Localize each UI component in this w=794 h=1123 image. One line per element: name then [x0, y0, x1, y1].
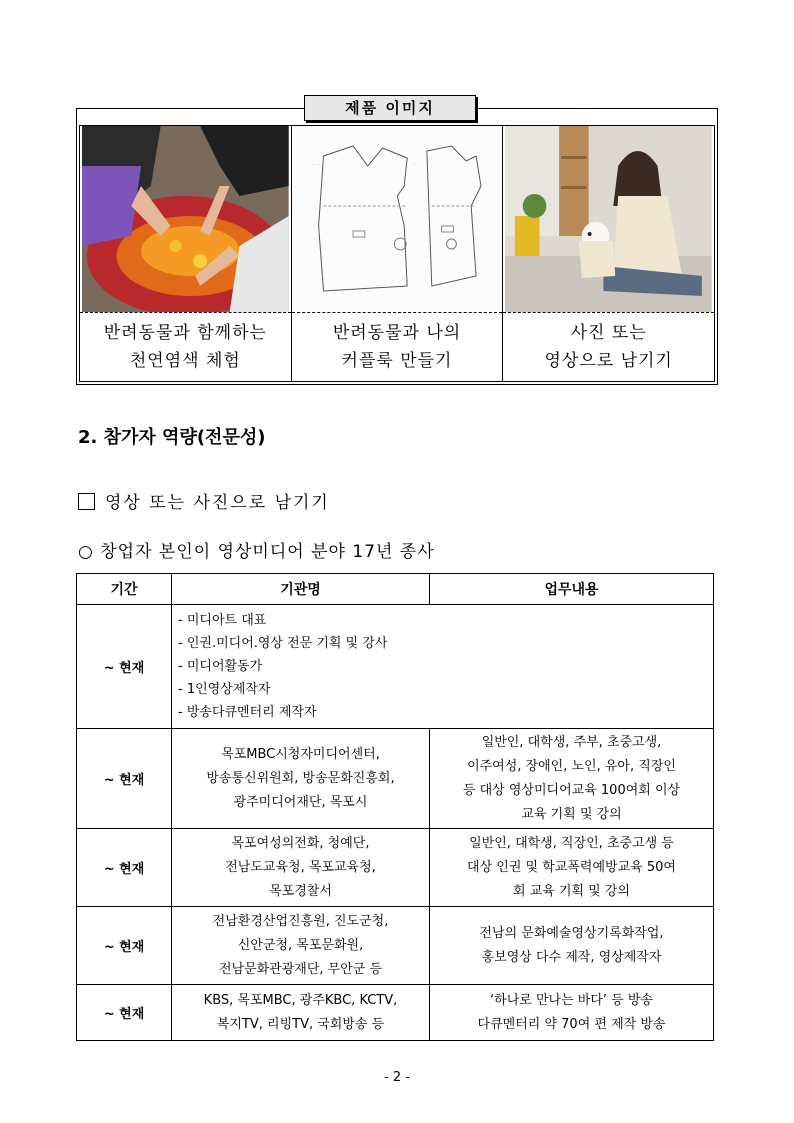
org-cell — [172, 729, 430, 829]
clothing-pattern-drawing — [294, 126, 501, 312]
task-line: 홍보영상 다수 제작, 영상제작자 — [481, 949, 662, 965]
page-number: - 2 - — [384, 1070, 410, 1085]
org-cell — [172, 907, 430, 985]
org-line: KBS, 목포MBC, 광주KBC, KCTV, — [203, 992, 398, 1008]
product-cell-2 — [292, 126, 504, 381]
task-line: 교육 기획 및 강의 — [521, 806, 622, 822]
list-item: - 1인영상제작자 — [178, 682, 271, 697]
table-row — [77, 907, 714, 985]
task-cell — [430, 729, 714, 829]
header-period: 기간 — [77, 574, 172, 605]
org-line: 목포여성의전화, 청예단, — [231, 835, 370, 851]
period-cell: ~ 현재 — [77, 907, 172, 985]
header-task: 업무내용 — [430, 574, 714, 605]
table-row — [77, 605, 714, 729]
org-line: 목포MBC시청자미디어센터, — [221, 746, 380, 762]
product-cell-1 — [80, 126, 292, 381]
product-image-panel — [76, 108, 718, 385]
woman-with-dog-photo — [505, 126, 712, 312]
org-cell — [172, 829, 430, 907]
task-line: 회 교육 기획 및 강의 — [513, 883, 630, 899]
table-header-row — [77, 574, 714, 605]
org-line: 신안군청, 목포문화원, — [237, 937, 364, 953]
task-cell — [430, 985, 714, 1041]
section-title: 2. 참가자 역량(전문성) — [78, 427, 266, 448]
list-item: - 인권.미디어.영상 전문 기획 및 강사 — [178, 636, 388, 651]
task-line: 등 대상 영상미디어교육 100여회 이상 — [462, 782, 681, 798]
task-line: 다큐멘터리 약 70여 편 제작 방송 — [477, 1016, 666, 1032]
caption-1: 반려동물과 함께하는 천연염색 체험 — [80, 312, 291, 381]
org-line: 전남환경산업진흥원, 진도군청, — [212, 913, 389, 929]
org-line: 전남도교육청, 목포교육청, — [225, 859, 376, 875]
list-item: - 미디어활동가 — [178, 659, 263, 674]
experience-table — [76, 573, 714, 1041]
caption-3: 사진 또는 영상으로 남기기 — [503, 312, 714, 381]
table-row — [77, 985, 714, 1041]
dyeing-hands-photo — [82, 126, 289, 312]
task-line: 대상 인권 및 학교폭력예방교육 50여 — [467, 859, 676, 875]
role-list-cell — [172, 605, 714, 729]
bullet-square — [78, 488, 330, 513]
task-line: 전남의 문화예술영상기록화작업, — [479, 925, 664, 941]
org-line: 복지TV, 리빙TV, 국회방송 등 — [216, 1016, 385, 1032]
period-cell: ~ 현재 — [77, 985, 172, 1041]
task-cell — [430, 907, 714, 985]
task-cell — [430, 829, 714, 907]
bullet-square-text: 영상 또는 사진으로 남기기 — [105, 493, 330, 513]
svg-text:· · · ·: · · · · — [311, 161, 321, 168]
org-line: 목포경찰서 — [269, 883, 332, 899]
period-cell: ~ 현재 — [77, 729, 172, 829]
table-row — [77, 829, 714, 907]
bullet-circle: ○ 창업자 본인이 영상미디어 분야 17년 종사 — [78, 542, 435, 562]
table-row — [77, 729, 714, 829]
org-line: 방송통신위원회, 방송문화진흥회, — [206, 770, 395, 786]
svg-text:· · ·: · · · — [411, 161, 419, 168]
task-line: 일반인, 대학생, 직장인, 초중고생 등 — [469, 835, 674, 851]
task-line: 일반인, 대학생, 주부, 초중고생, — [481, 734, 662, 750]
org-line: 전남문화관광재단, 무안군 등 — [218, 961, 383, 977]
period-cell: ~ 현재 — [77, 829, 172, 907]
list-item: - 미디아트 대표 — [178, 613, 267, 628]
task-line: 이주여성, 장애인, 노인, 유아, 직장인 — [467, 758, 676, 774]
panel-title: 제품 이미지 — [304, 95, 476, 121]
square-bullet-icon — [78, 493, 95, 510]
task-line: ‘하나로 만나는 바다’ 등 방송 — [490, 992, 653, 1008]
period-cell: ~ 현재 — [77, 605, 172, 729]
caption-2: 반려동물과 나의 커플룩 만들기 — [292, 312, 503, 381]
org-cell — [172, 985, 430, 1041]
list-item: - 방송다큐멘터리 제작자 — [178, 705, 317, 720]
product-cell-3 — [503, 126, 714, 381]
header-org: 기관명 — [172, 574, 430, 605]
org-line: 광주미디어재단, 목포시 — [233, 794, 368, 810]
